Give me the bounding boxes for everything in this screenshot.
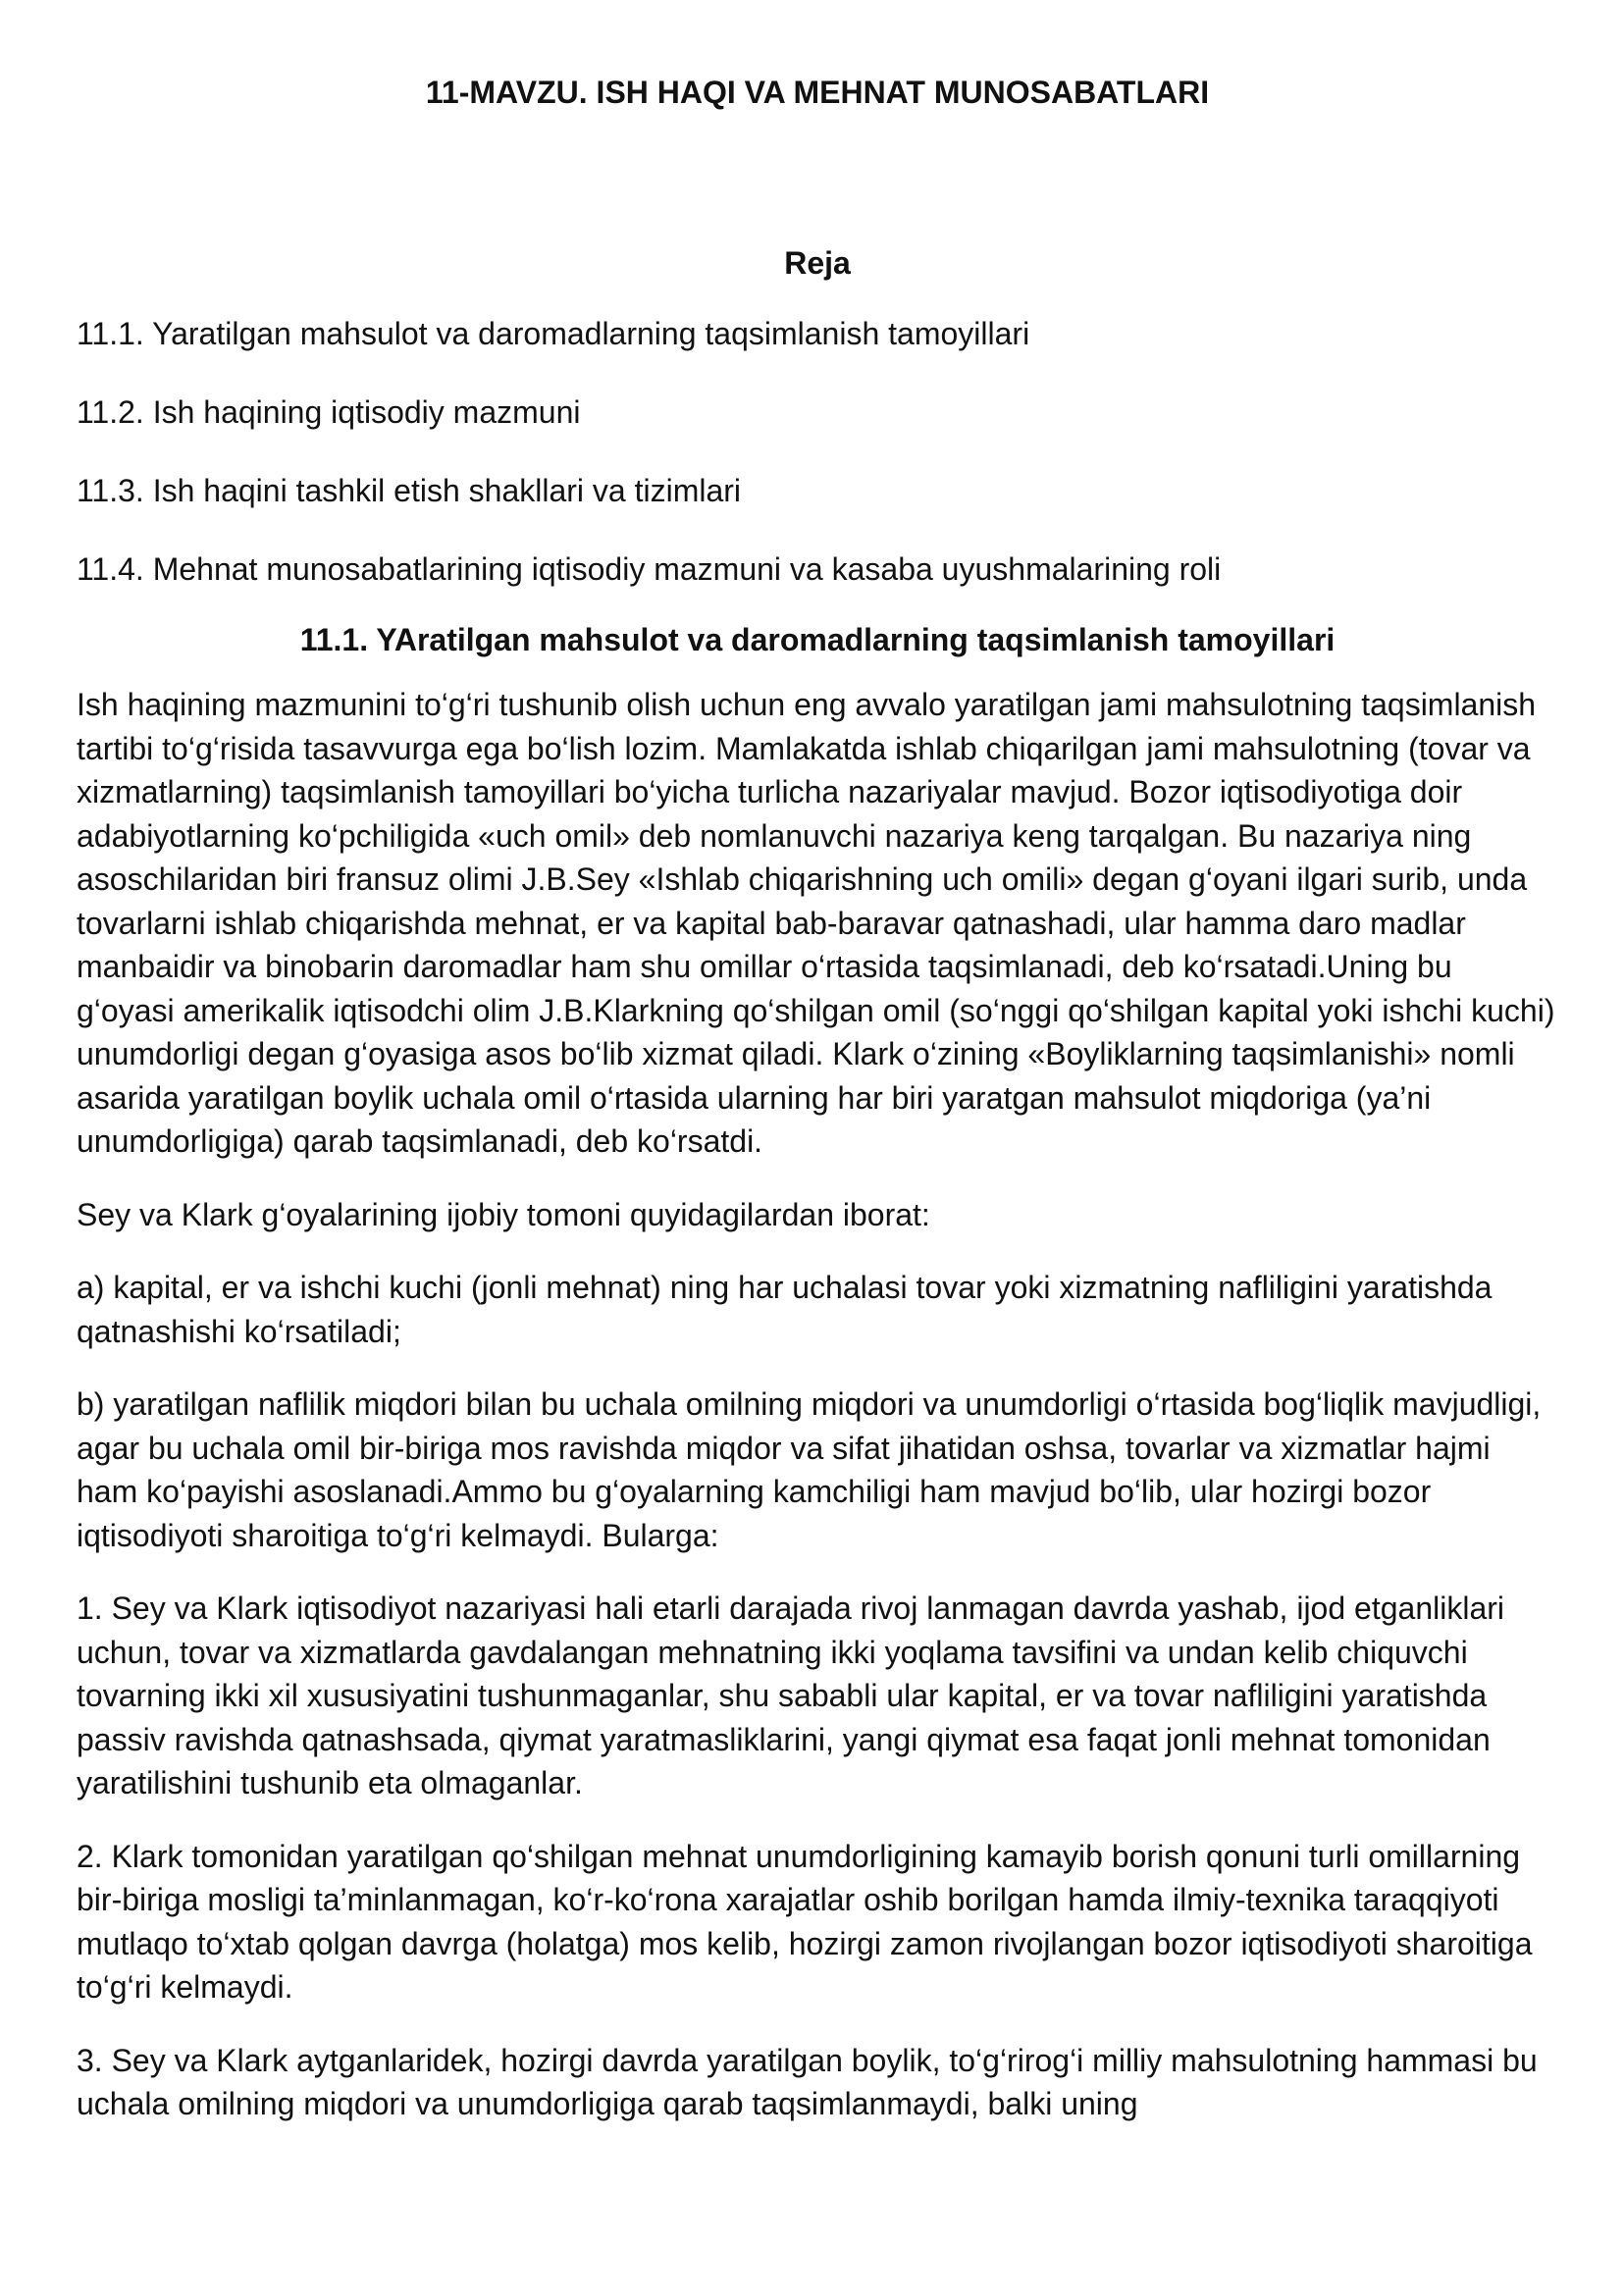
plan-item: 11.2. Ish haqining iqtisodiy mazmuni [77,394,581,430]
paragraph: 2. Klark tomonidan yaratilgan qo‘shilgan mehnat unumdorligining kamayib borish qonuni turli omillarning bir-biriga mosligi ta’minlanmagan, ko‘r-ko‘rona xarajatlar oshib borilgan hamda ilmiy-texnika taraqqiyoti mutlaqo to‘xtab qolgan davrga (holatga) mos kelib, hozirgi zamon rivojlangan bozor iqtisodiyoti sharoitiga to‘g‘ri kelmaydi. [77,1838,1533,2005]
paragraph: a) kapital, er va ishchi kuchi (jonli mehnat) ning har uchalasi tovar yoki xizmatning nafliligini yaratishda qatnashishi ko‘rsatiladi; [77,1270,1493,1349]
plan-item: 11.1. Yaratilgan mahsulot va daromadlarning taqsimlanish tamoyillari [77,316,1030,351]
plan-item: 11.3. Ish haqini tashkil etish shakllari va tizimlari [77,473,742,508]
section-heading: 11.1. YAratilgan mahsulot va daromadlarning taqsimlanish tamoyillari [299,622,1336,657]
paragraph: Ish haqining mazmunini to‘g‘ri tushunib olish uchun eng avvalo yaratilgan jami mahsulotning taqsimlanish tartibi to‘g‘risida tasavvurga ega bo‘lish lozim. Mamlakatda ishlab chiqarilgan jami mahsulotning (tovar va xizmatlarning) taqsimlanish tamoyillari bo‘yicha turlicha nazariyalar mavjud. Bozor iqtisodiyotiga doir adabiyotlarning ko‘pchiligida «uch omil» deb nomlanuvchi nazariya keng tarqalgan. Bu nazariya ning asoschilaridan biri fransuz olimi J.B.Sey «Ishlab chiqarishning uch omili» degan g‘oyani ilgari surib, unda tovarlarni ishlab chiqarishda mehnat, er va kapital bab-baravar qatnashadi, ular hamma daro madlar manbaidir va binobarin daromadlar ham shu omillar o‘rtasida taqsimlanadi, deb ko‘rsatadi.Uning bu g‘oyasi amerikalik iqtisodchi olim J.B.Klarkning qo‘shilgan omil (so‘nggi qo‘shilgan kapital yoki ishchi kuchi) unumdorligi degan g‘oyasiga asos bo‘lib xizmat qiladi. Klark o‘zining «Boyliklarning taqsimlanishi» nomli asarida yaratilgan boylik uchala omil o‘rtasida ularning har biri yaratgan mahsulot miqdoriga (ya’ni unumdorligiga) qarab taqsimlanadi, deb ko‘rsatdi. [77,687,1555,1159]
paragraph: 3. Sey va Klark aytganlaridek, hozirgi davrda yaratilgan boylik, to‘g‘rirog‘i milliy mahsulotning hammasi bu uchala omilning miqdori va unumdorligiga qarab taqsimlanmaydi, balki uning [77,2042,1538,2121]
paragraph: 1. Sey va Klark iqtisodiyot nazariyasi hali etarli darajada rivoj lanmagan davrda yashab, ijod etganliklari uchun, tovar va xizmatlarda gavdalangan mehnatning ikki yoqlama tavsifini va undan kelib chiquvchi tovarning ikki xil xususiyatini tushunmaganlar, shu sababli ular kapital, er va tovar nafliligini yaratishda passiv ravishda qatnashsada, qiymat yaratmasliklarini, yangi qiymat esa faqat jonli mehnat tomonidan yaratilishini tushunib eta olmaganlar. [77,1591,1504,1800]
paragraph: b) yaratilgan naflilik miqdori bilan bu uchala omilning miqdori va unumdorligi o‘rtasida bog‘liqlik mavjudligi, agar bu uchala omil bir-biriga mos ravishda miqdor va sifat jihatidan oshsa, tovarlar va xizmatlar hajmi ham ko‘payishi asoslanadi.Ammo bu g‘oyalarning kamchiligi ham mavjud bo‘lib, ular hozirgi bozor iqtisodiyoti sharoitiga to‘g‘ri kelmaydi. Bularga: [77,1386,1542,1553]
plan-heading: Reja [784,245,851,281]
plan-list [77,312,1558,591]
document-title: 11-MAVZU. ISH HAQI VA MEHNAT MUNOSABATLARI [425,75,1210,110]
plan-item: 11.4. Mehnat munosabatlarining iqtisodiy mazmuni va kasaba uyushmalarining roli [77,551,1222,587]
body-text [77,683,1558,2126]
document-page [77,71,1558,2156]
paragraph: Sey va Klark g‘oyalarining ijobiy tomoni quyidagilardan iborat: [77,1196,930,1232]
